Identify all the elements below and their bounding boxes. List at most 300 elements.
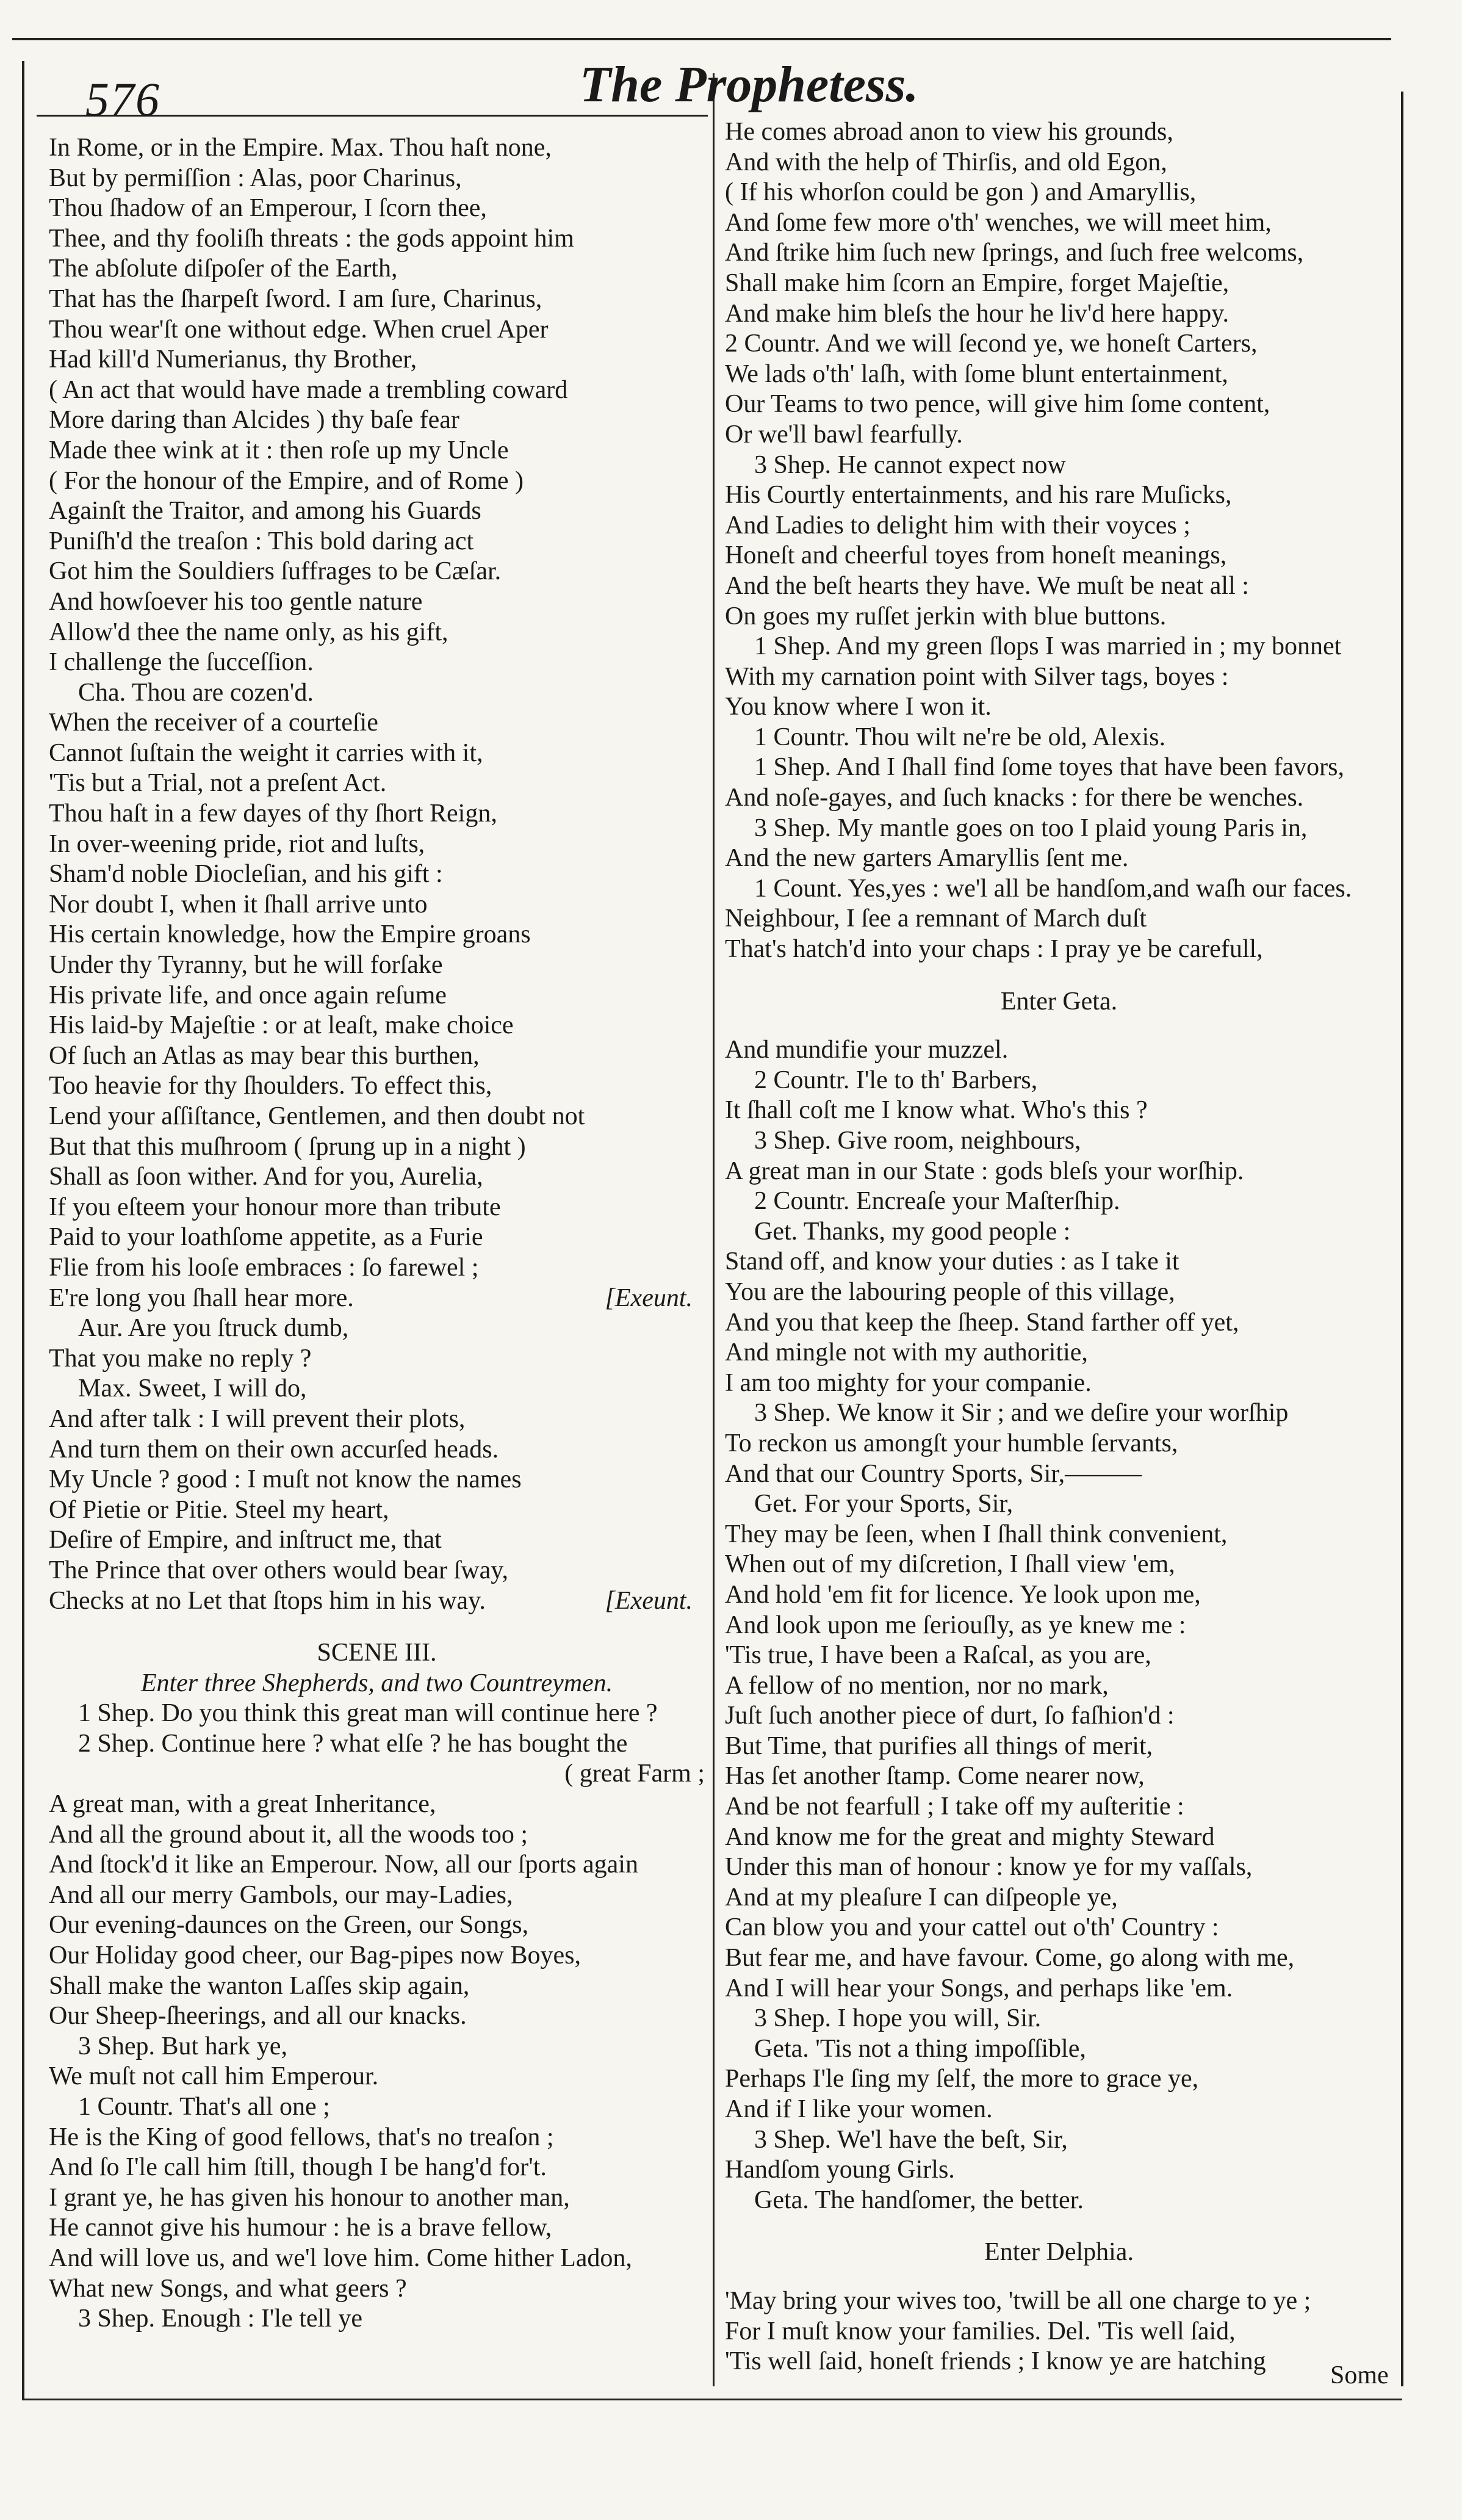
line-text: ( great Farm ; [564,1760,705,1788]
text-line [725,1943,1393,1974]
line-text: Enter Delphia. [984,2238,1134,2267]
line-text: 'Tis but a Trial, not a preſent Act. [49,769,387,798]
text-line [725,1186,1393,1217]
line-text: And ſo I'le call him ſtill, though I be hang'd for't. [49,2153,547,2182]
line-text: When the receiver of a courteſie [49,709,378,737]
text-line [49,1253,705,1283]
text-line [49,164,705,194]
text-line [49,1435,705,1465]
line-text: 3 Shep. My mantle goes on too I plaid young Paris in, [754,814,1308,842]
text-line [725,2237,1393,2268]
line-text: 3 Shep. He cannot expect now [754,450,1066,479]
line-text: Paid to your loathſome appetite, as a Furie [49,1223,483,1252]
text-line [725,238,1393,269]
line-text: I am too mighty for your companie. [725,1368,1092,1397]
line-text: Can blow you and your cattel out o'th' Country : [725,1913,1219,1942]
text-line [49,1011,705,1041]
text-line [49,1910,705,1941]
text-line [49,950,705,981]
stage-direction-exit: [Exeunt. [605,1586,693,1615]
line-text: For I muſt know your families. Del. 'Tis well ſaid, [725,2317,1236,2345]
line-text: 3 Shep. We'l have the beſt, Sir, [754,2125,1068,2154]
line-text: Our Holiday good cheer, our Bag-pipes now Boyes, [49,1941,581,1970]
text-line [725,1852,1393,1883]
text-line [725,511,1393,541]
text-line [49,2244,705,2274]
line-text: Geta. The handſomer, the better. [754,2186,1084,2214]
line-text: What new Songs, and what geers ? [49,2274,407,2303]
line-text: A great man, with a great Inheritance, [49,1790,436,1819]
text-line [49,527,705,557]
text-line [49,859,705,890]
text-line [725,987,1393,1017]
line-text: And at my pleaſure I can diſpeople ye, [725,1883,1118,1912]
text-line [49,1699,705,1729]
line-text: Cha. Thou are cozen'd. [78,678,314,707]
page-number: 576 [85,73,160,126]
line-text: I grant ye, he has given his honour to another man, [49,2183,570,2212]
text-line [49,1404,705,1435]
line-text: And ſome few more o'th' wenches, we will meet him, [725,208,1272,237]
right-text-column [725,117,1393,2377]
line-text: And you that keep the ſheep. Stand farther off yet, [725,1308,1239,1337]
line-text: Aur. Are you ſtruck dumb, [78,1314,349,1343]
line-text: Sham'd noble Diocleſian, and his gift : [49,860,443,889]
line-text: Too heavie for thy ſhoulders. To effect this, [49,1072,492,1100]
text-line [725,1550,1393,1580]
line-text: And the new garters Amaryllis ſent me. [725,844,1129,873]
text-line [725,1761,1393,1792]
top-rule [12,38,1391,40]
text-line [725,1913,1393,1943]
text-line [49,1789,705,1820]
line-text: And all our merry Gambols, our may-Ladies, [49,1880,513,1909]
text-line [725,148,1393,178]
catchword: Some [1330,2361,1389,2389]
text-line [725,359,1393,390]
line-text: If you eſteem your honour more than tribute [49,1193,501,1221]
line-text: We lads o'th' laſh, with ſome blunt entertainment, [725,359,1228,388]
text-line [725,632,1393,662]
line-text: And hold 'em fit for licence. Ye look upon me, [725,1580,1201,1609]
line-text: And all the ground about it, all the woods too ; [49,1820,528,1849]
line-text: Juſt ſuch another piece of durt, ſo faſhion'd : [725,1702,1175,1730]
line-text: Shall make the wanton Laſſes skip again, [49,1971,470,2000]
line-text: Shall as ſoon wither. And for you, Aurelia, [49,1163,483,1191]
text-line [49,2274,705,2305]
text-line [49,768,705,799]
text-line [49,648,705,678]
line-text: And I will hear your Songs, and perhaps like 'em. [725,1974,1233,2002]
line-text: The abſolute diſpoſer of the Earth, [49,255,398,283]
text-line [49,1041,705,1072]
text-line [49,1374,705,1404]
line-text: On goes my ruſſet jerkin with blue buttons. [725,602,1167,630]
line-text: SCENE III. [317,1639,437,1667]
line-text: In Rome, or in the Empire. Max. Thou haſt none, [49,134,552,162]
text-line [49,224,705,255]
text-line [49,1193,705,1223]
text-line [49,436,705,466]
text-line [49,1729,705,1760]
line-text: 1 Shep. Do you think this great man will continue here ? [78,1699,658,1728]
line-text: 1 Shep. And I ſhall find ſome toyes that have been favors, [754,753,1344,782]
line-text: Checks at no Let that ſtops him in his way. [49,1586,486,1615]
text-line [49,133,705,164]
line-text: And turn them on their own accurſed heads. [49,1435,499,1464]
line-text: And the beſt hearts they have. We muſt be neat all : [725,571,1249,600]
right-margin-rule [1401,92,1403,2386]
text-line [725,208,1393,239]
text-line [49,1222,705,1253]
line-text: 'Tis true, I have been a Raſcal, as you are, [725,1641,1151,1670]
line-text: And ſtrike him ſuch new ſprings, and ſuch free welcoms, [725,239,1304,267]
line-text: And with the help of Thirſis, and old Egon, [725,148,1167,176]
line-text: And know me for the great and mighty Steward [725,1822,1215,1851]
text-line [725,1277,1393,1308]
line-text: Thee, and thy fooliſh threats : the gods appoint him [49,224,574,253]
line-text: His Courtly entertainments, and his rare Muſicks, [725,481,1232,510]
text-line [49,708,705,738]
line-text: Enter Geta. [1000,987,1118,1016]
text-line [49,2183,705,2214]
text-line [49,587,705,618]
line-text: But by permiſſion : Alas, poor Charinus, [49,164,462,192]
line-text: 1 Shep. And my green ſlops I was married in ; my bonnet [754,632,1342,661]
text-line [49,345,705,375]
line-text: Puniſh'd the treaſon : This bold daring act [49,527,474,555]
line-text: 1 Count. Yes,yes : we'l all be handſom,and waſh our faces. [754,874,1352,903]
left-text-column [49,133,705,2334]
left-margin-rule [22,61,24,2399]
text-line [725,692,1393,723]
line-text: His laid-by Majeſtie : or at leaſt, make choice [49,1011,514,1040]
text-line [49,1102,705,1132]
text-line [49,1669,705,1699]
text-line [725,571,1393,602]
line-text: You are the labouring people of this village, [725,1277,1175,1306]
line-text: But that this muſhroom ( ſprung up in a night ) [49,1132,526,1161]
text-line [49,2304,705,2334]
text-line [725,2317,1393,2347]
text-line [725,1338,1393,1368]
line-text: When out of my diſcretion, I ſhall view 'em, [725,1550,1175,1579]
text-line [49,1971,705,2002]
text-line [725,299,1393,330]
line-text: Lend your aſſiſtance, Gentlemen, and then doubt not [49,1102,585,1130]
line-text: 2 Shep. Continue here ? what elſe ? he has bought the [78,1729,628,1758]
line-text: The Prince that over others would bear ſway, [49,1556,509,1584]
line-text: But fear me, and have favour. Come, go along with me, [725,1944,1295,1973]
text-line [725,2034,1393,2065]
text-line [49,1465,705,1495]
text-line [725,1671,1393,1702]
line-text: That you make no reply ? [49,1344,312,1373]
text-line [725,1822,1393,1853]
text-line [49,618,705,648]
text-line [725,1398,1393,1429]
line-text: Our Teams to two pence, will give him ſome content, [725,390,1270,419]
text-line [49,1638,705,1669]
column-divider [713,73,715,2386]
text-line [49,2001,705,2032]
text-line [725,1611,1393,1641]
line-text: My Uncle ? good : I muſt not know the names [49,1465,522,1494]
line-text: Under thy Tyranny, but he will forſake [49,951,443,980]
line-text: That has the ſharpeſt ſword. I am ſure, Charinus, [49,284,542,313]
text-line [49,1586,705,1617]
text-line [725,2347,1393,2377]
line-text: Max. Sweet, I will do, [78,1374,307,1403]
line-text: To reckon us amongſt your humble ſervants, [725,1429,1178,1457]
line-text: He comes abroad anon to view his grounds, [725,118,1173,146]
line-text: Has ſet another ſtamp. Come nearer now, [725,1762,1145,1791]
line-text: That's hatch'd into your chaps : I pray ye be carefull, [725,935,1263,964]
line-text: His private life, and once again reſume [49,981,447,1009]
running-title: The Prophetess. [580,56,919,113]
text-line [49,1162,705,1193]
line-text: A great man in our State : gods bleſs your worſhip. [725,1157,1244,1185]
text-line [725,2286,1393,2317]
text-line [725,1520,1393,1550]
text-line [725,723,1393,753]
line-text: And howſoever his too gentle nature [49,587,423,616]
line-text: Cannot ſuſtain the weight it carries with it, [49,738,483,767]
text-line [49,1132,705,1163]
text-line [725,1429,1393,1459]
text-line [49,1313,705,1344]
line-text: Under this man of honour : know ye for my vaſſals, [725,1853,1253,1882]
text-line [49,2123,705,2153]
text-line [49,1283,705,1314]
line-text: Handſom young Girls. [725,2156,955,2184]
line-text: And mingle not with my authoritie, [725,1338,1088,1367]
text-line [725,1489,1393,1520]
text-line [49,193,705,224]
text-line [725,541,1393,571]
text-line [725,1731,1393,1762]
text-line [725,1641,1393,1671]
text-line [49,557,705,587]
text-line [725,1368,1393,1399]
line-text: You know where I won it. [725,693,992,721]
line-text: ( If his whorſon could be gon ) and Amaryllis, [725,178,1197,207]
line-text: In over-weening pride, riot and luſts, [49,829,425,858]
text-line [725,1066,1393,1096]
text-line [725,843,1393,874]
line-text: 3 Shep. We know it Sir ; and we deſire your worſhip [754,1399,1289,1428]
line-text: Made thee wink at it : then roſe up my Uncle [49,436,509,464]
line-text: Perhaps I'le ſing my ſelf, the more to grace ye, [725,2065,1199,2093]
line-text: Thou wear'ſt one without edge. When cruel Aper [49,315,549,344]
line-text: We muſt not call him Emperour. [49,2062,379,2091]
text-line [49,829,705,860]
text-line [725,1580,1393,1611]
text-line [725,1308,1393,1338]
text-line [49,254,705,284]
line-text: Get. For your Sports, Sir, [754,1490,1014,1518]
text-line [49,738,705,769]
line-text: He cannot give his humour : he is a brave fellow, [49,2214,552,2242]
text-line [725,269,1393,299]
text-line [725,2125,1393,2156]
line-text: Got him the Souldiers ſuffrages to be Cæſar. [49,557,502,586]
line-text: Neighbour, I ſee a remnant of March duſt [725,904,1147,933]
text-line [49,1941,705,1971]
text-line [49,1759,705,1789]
text-line [725,1096,1393,1126]
line-text: A fellow of no mention, nor no mark, [725,1671,1109,1700]
text-line [725,329,1393,359]
text-line [725,1157,1393,1187]
text-line [49,315,705,345]
line-text: With my carnation point with Silver tags, boyes : [725,662,1229,691]
line-text: Shall make him ſcorn an Empire, forget Majeſtie, [725,269,1230,297]
text-line [49,2153,705,2183]
text-line [49,1556,705,1586]
text-line [49,890,705,920]
text-line [725,1883,1393,1913]
text-line [725,904,1393,934]
text-line [49,1495,705,1526]
text-line [725,783,1393,814]
stage-direction-exit: [Exeunt. [605,1283,693,1312]
line-text: Thou haſt in a few dayes of thy ſhort Reign, [49,800,497,828]
line-text: Againſt the Traitor, and among his Guards [49,497,481,525]
text-line [725,2064,1393,2095]
line-text: He is the King of good fellows, that's no treaſon ; [49,2123,554,2151]
line-text: Our Sheep-ſheerings, and all our knacks. [49,2002,467,2031]
text-line [49,284,705,315]
text-line [725,2095,1393,2125]
line-text: Geta. 'Tis not a thing impoſſible, [754,2034,1086,2063]
line-text: And be not fearfull ; I take off my auſteritie : [725,1793,1184,1821]
text-line [49,678,705,709]
line-text: 3 Shep. Enough : I'le tell ye [78,2305,362,2333]
text-line [725,662,1393,693]
line-text: Had kill'd Numerianus, thy Brother, [49,345,417,374]
text-line [725,450,1393,481]
line-text: 1 Countr. That's all one ; [78,2093,330,2121]
text-line [49,1880,705,1911]
line-text: 3 Shep. But hark ye, [78,2032,287,2060]
text-line [725,2155,1393,2186]
text-line [725,602,1393,632]
bottom-rule [22,2399,1402,2400]
line-text: They may be ſeen, when I ſhall think convenient, [725,1520,1228,1548]
text-line [725,480,1393,511]
line-text: E're long you ſhall hear more. [49,1283,354,1312]
text-line [49,496,705,527]
line-text: And noſe-gayes, and ſuch knacks : for there be wenches. [725,784,1304,812]
line-text: And ſtock'd it like an Emperour. Now, all our ſports again [49,1850,638,1879]
text-line [725,1701,1393,1731]
line-text: And if I like your women. [725,2095,993,2123]
line-text: Thou ſhadow of an Emperour, I ſcorn thee, [49,194,487,223]
text-line [725,1126,1393,1157]
text-line [725,2186,1393,2216]
text-line [49,981,705,1011]
line-text: 2 Countr. Encreaſe your Maſterſhip. [754,1187,1120,1216]
line-text: ( For the honour of the Empire, and of Rome ) [49,466,524,495]
text-line [49,1820,705,1850]
text-line [725,1974,1393,2004]
text-line [49,1850,705,1880]
line-text: 'Tis well ſaid, honeſt friends ; I know ye are hatching [725,2347,1266,2376]
line-text: But Time, that purifies all things of merit, [725,1731,1153,1760]
line-text: 2 Countr. I'le to th' Barbers, [754,1066,1038,1094]
line-text: Get. Thanks, my good people : [754,1217,1071,1246]
line-text: Of Pietie or Pitie. Steel my heart, [49,1495,389,1524]
text-line [725,117,1393,148]
line-text: And Ladies to delight him with their voyces ; [725,511,1190,540]
line-text: Or we'll bawl fearfully. [725,420,963,449]
line-text: 1 Countr. Thou wilt ne're be old, Alexis. [754,723,1166,751]
line-text: Allow'd thee the name only, as his gift, [49,618,448,646]
line-text: Deſire of Empire, and inſtruct me, that [49,1526,442,1554]
text-line [725,178,1393,208]
line-text: Flie from his looſe embraces : ſo farewel ; [49,1253,479,1282]
line-text: And after talk : I will prevent their plots, [49,1404,466,1433]
line-text: ( An act that would have made a trembling coward [49,375,568,404]
line-text: Enter three Shepherds, and two Countreymen. [140,1669,613,1697]
line-text: And mundifie your muzzel. [725,1036,1009,1064]
line-text: Stand off, and know your duties : as I take it [725,1247,1179,1276]
text-line [725,1035,1393,1066]
text-line [725,934,1393,965]
line-text: And make him bleſs the hour he liv'd here happy. [725,299,1229,328]
text-line [725,2004,1393,2034]
line-text: 'May bring your wives too, 'twill be all one charge to ye ; [725,2286,1311,2315]
line-text: Our evening-daunces on the Green, our Songs, [49,1911,529,1940]
line-text: 3 Shep. I hope you will, Sir. [754,2004,1042,2033]
text-line [49,2062,705,2092]
text-line [725,874,1393,904]
text-line [725,753,1393,783]
text-line [725,1217,1393,1247]
text-line [49,2213,705,2244]
text-line [49,2092,705,2123]
line-text: 3 Shep. Give room, neighbours, [754,1127,1081,1155]
text-line [725,1247,1393,1277]
text-line [49,466,705,497]
line-text: 2 Countr. And we will ſecond ye, we honeſt Carters, [725,330,1258,358]
line-text: It ſhall coſt me I know what. Who's this ? [725,1096,1148,1125]
line-text: I challenge the ſucceſſion. [49,648,314,677]
text-line [725,1459,1393,1490]
line-text: And look upon me ſeriouſly, as ye knew me : [725,1611,1186,1639]
text-line [49,2032,705,2062]
text-line [49,375,705,406]
text-line [725,389,1393,420]
line-text: Of ſuch an Atlas as may bear this burthen, [49,1041,480,1070]
text-line [49,920,705,950]
text-line [725,420,1393,450]
text-line [725,1792,1393,1822]
text-line [49,405,705,436]
line-text: Honeſt and cheerful toyes from honeſt meanings, [725,541,1227,570]
text-line [49,1071,705,1102]
text-line [49,799,705,829]
text-line [49,1525,705,1556]
line-text: And that our Country Sports, Sir,——— [725,1459,1142,1488]
text-line [725,814,1393,844]
line-text: And will love us, and we'l love him. Come hither Ladon, [49,2244,632,2272]
text-line [49,1344,705,1374]
line-text: His certain knowledge, how the Empire groans [49,920,531,949]
line-text: Nor doubt I, when it ſhall arrive unto [49,890,428,919]
line-text: More daring than Alcides ) thy baſe fear [49,406,459,435]
